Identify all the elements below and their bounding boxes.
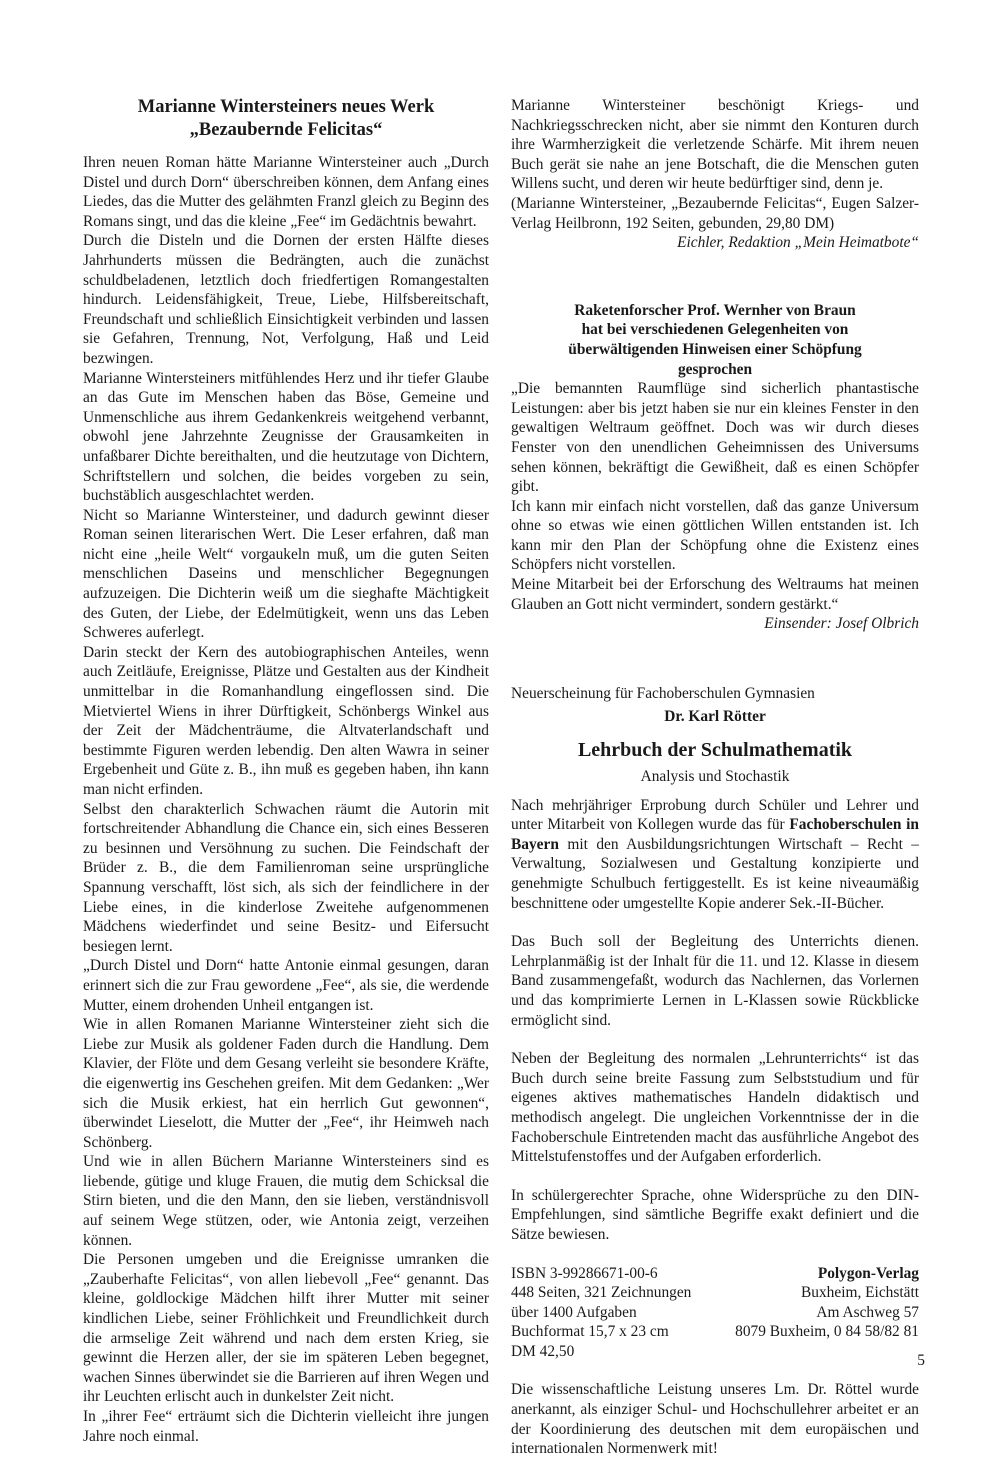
ad-paragraph [511,796,919,914]
publisher-line: Am Aschweg 57 [816,1303,919,1321]
book-detail-line: über 1400 Aufgaben [511,1303,637,1321]
book-detail-line: Buchformat 15,7 x 23 cm [511,1323,669,1341]
article-paragraph: Wie in allen Romanen Marianne Wintersteiner zieht sich die Liebe zur Musik als goldener Faden durch die Handlung. Dem Klavier, der Flöte und dem Gesang verleiht sie besondere Kräfte, die eigenwertig ins Geschehen greifen. Mit dem Gedanken: „Wer sich die Musik erkiest, hat ein herrlich Gut gewonnen“, überwindet Lieselott, die Mutter der „Fee“, ihr Heimweh nach Schönberg. [83,1016,489,1151]
ad-intro: Neuerscheinung für Fachoberschulen Gymnasien [511,684,815,702]
ad-paragraph: Neben der Begleitung des normalen „Lehrunterrichts“ ist das Buch durch seine breite Fassung zum Selbststudium und für eigenes aktives mathematisches Handeln didaktisch und methodisch angelegt. Die ungleichen Vorkenntnisse der in die Fachoberschule Eintretenden macht das ausführliche Angebot des Mittelstufenstoffes und der Aufgaben erforderlich. [511,1050,919,1166]
braun-title-line: gesprochen [677,360,753,378]
closing-paragraph: Die wissenschaftliche Leistung unseres Lm. Dr. Röttel wurde anerkannt, als einziger Schul- und Hochschullehrer arbeitet er an der Koordinierung des deutschen mit dem europäischen und internationalen Normenwerk mit! [511,1381,919,1458]
publisher-line: 8079 Buxheim, 0 84 58/82 81 [735,1323,919,1341]
article-paragraph: Nicht so Marianne Wintersteiner, und dadurch gewinnt dieser Roman seinen literarischen Wert. Die Leser erfahren, daß man nicht eine „heile Welt“ vorgaukeln muß, um die guten Seiten menschlichen Daseins und menschlicher Begegnungen aufzuzeigen. Die Dichterin weiß um die sieghafte Mächtigkeit des Guten, der Liebe, der Edelmütigkeit, wenn uns das Leben Schweres auferlegt. [83,506,489,642]
article-paragraph: Und wie in allen Büchern Marianne Wintersteiners sind es liebende, gütige und kluge Frauen, die mutig dem Schicksal die Stirn bieten, und die den Mann, den sie lieben, verständnisvoll auf seinem Wege stützen, oder, wie Antonia zeigt, verzeihen können. [83,1153,489,1249]
continuation-paragraph: Marianne Wintersteiner beschönigt Kriegs- und Nachkriegsschrecken nicht, aber sie nimmt den Konturen durch ihre Warmherzigkeit die verletzende Schärfe. Mit ihrem neuen Buch gerät sie nahe an jene Botschaft, die die Menschen guten Willens sucht, und deren wir heute bedürftiger sind, denn je. [511,97,919,193]
book-details [511,1264,691,1362]
braun-paragraph: „Die bemannten Raumflüge sind sicherlich phantastische Leistungen: aber bis jetzt haben sie nur ein kleines Fenster in den gewaltigen Weltraum geöffnet. Doch was wir durch dieses Fenster von den unendlichen Geheimnissen des Universums sehen können, bekräftigt die Gewißheit, daß es einen Schöpfer gibt. [511,380,919,496]
braun-title-line: Raketenforscher Prof. Wernher von Braun [574,301,856,319]
ad-paragraph: In schülergerechter Sprache, ohne Widersprüche zu den DIN-Empfehlungen, sind sämtliche Begriffe exakt definiert und die Sätze bewiesen. [511,1186,919,1243]
publisher-line: Buxheim, Eichstätt [801,1284,919,1302]
article-paragraph: Darin steckt der Kern des autobiographischen Anteiles, wenn auch Zeitläufe, Ereignisse, Plätze und Gestalten aus der Kindheit unmittelbar in die Romanhandlung eingeflossen sind. Die Mietviertel Wiens in ihrer Dürftigkeit, Schönbergs Winkel aus der Zeit der Mädchenträume, die Altvaterlandschaft und bestimmte Figuren werden lebendig. Den alten Wawra in seiner Ergebenheit und Güte z. B., ihn muß es gegeben haben, ihn kann man nicht erfinden. [83,643,489,798]
article-paragraph: In „ihrer Fee“ erträumt sich die Dichterin vielleicht ihre jungen Jahre noch einmal. [83,1408,489,1445]
braun-paragraph: Ich kann mir einfach nicht vorstellen, daß das ganze Universum ohne so etwas wie einen göttlichen Willen entstanden ist. Ich kann mir den Plan der Schöpfung ohne die Existenz eines Schöpfers nicht vorstellen. [511,497,919,574]
article-paragraph: Ihren neuen Roman hätte Marianne Wintersteiner auch „Durch Distel und durch Dorn“ überschreiben können, dem Anfang eines Liedes, das die Mutter des gelähmten Franzl gleich zu Beginn des Romans singt, und das die kleine „Fee“ im Gedächtnis bewahrt. [83,154,489,230]
article-paragraph: „Durch Distel und Dorn“ hatte Antonie einmal gesungen, daran erinnert sich die zur Frau gewordene „Fee“, als sie, die werdende Mutter, einem drohenden Unheil entgangen ist. [83,957,489,1014]
article-paragraph: Durch die Disteln und die Dornen der ersten Hälfte dieses Jahrhunderts müssen die Bedrängten, auch die zunächst schuldbeladenen, letztlich doch friedfertigen Romangestalten hindurch. Leidensfähigkeit, Treue, Liebe, Hilfsbereitschaft, Freundschaft und schließlich Einsichtigkeit verbinden und lassen sie Gefahren, Trennung, Not, Verfolgung, Haß und Leid bezwingen. [83,232,489,367]
article-paragraph: Die Personen umgeben und die Ereignisse umranken die „Zauberhafte Felicitas“, von allen liebevoll „Fee“ genannt. Das kleine, goldlockige Mädchen hilft ihrer Mutter mit seiner kindlichen Liebe, seiner Fröhlichkeit und Freundlichkeit durch die armselige Zeit während und nach dem ersten Krieg, sie gewinnt die Herzen aller, der sie im späteren Leben begegnet, wachen Sinnes überwindet sie die Barrieren auf ihren Wegen und ihr Leuchten erlischt auch in dunkelster Zeit nicht. [83,1251,489,1406]
article-paragraph: Marianne Wintersteiners mitfühlendes Herz und ihr tiefer Glaube an das Gute im Menschen haben das Böse, Gemeine und Unmenschliche aus ihrem Gedankenkreis weitgehend verbannt, obwohl jene Jahrzehnte Zeugnisse der Grausamkeiten in unfaßbarer Dichte bereithalten, und die heutzutage von Dichtern, Schriftstellern und solchen, die beides vorgeben zu sein, buchstäblich ausgeschlachtet werden. [83,369,489,505]
ad-text: mit den Ausbildungsrichtungen Wirtschaft – Recht – Verwaltung, Sozialwesen und Gestaltung konzipierte und genehmigte Schulbuch fertiggestellt. Es ist keine niveaumäßig beschnittene oder umgestellte Kopie anderer Sek.-II-Bücher. [511,835,919,912]
ad-text: Nach mehrjähriger Erprobung durch Schüler und Lehrer und unter Mitarbeit von Kollegen wurde das für [511,796,919,834]
ad-book-title: Lehrbuch der Schulmathematik [577,739,853,762]
ad-author: Dr. Karl Rötter [664,708,766,726]
article-paragraph: Selbst den charakterlich Schwachen räumt die Autorin mit fortschreitender Abhandlung die Chance ein, sich eines Besseren zu besinnen und Versöhnung zu suchen. Die Feindschaft der Brüder z. B., die dem Familienroman seine ursprüngliche Spannung verschafft, löst sich, als sich der feindlichere in der Liebe eines, in die kinderlose Zweitehe aufgenommenen Mädchens wiederfindet und seine Besitz- und Eifersucht besiegen lernt. [83,800,489,955]
right-column [511,96,919,1459]
article-title-line: „Bezaubernde Felicitas“ [189,120,383,140]
braun-title [511,301,919,379]
left-column [83,96,489,1446]
braun-title-line: überwältigenden Hinweisen einer Schöpfung [568,340,862,358]
book-detail-line: 448 Seiten, 321 Zeichnungen [511,1284,692,1302]
publisher-name: Polygon-Verlag [817,1264,919,1282]
book-info [511,1264,919,1362]
book-detail-line: ISBN 3-99286671-00-6 [511,1264,658,1282]
continuation-byline: Eichler, Redaktion „Mein Heimatbote“ [677,234,919,252]
continuation-paragraph: (Marianne Wintersteiner, „Bezaubernde Felicitas“, Eugen Salzer-Verlag Heilbronn, 192 Seiten, gebunden, 29,80 DM) [511,194,919,232]
ad-paragraph: Das Buch soll der Begleitung des Unterrichts dienen. Lehrplanmäßig ist der Inhalt für die 11. und 12. Klasse in diesem Band zusammengefaßt, wodurch das Nachlernen, das Vorlernen und das komprimierte Lernen in L-Klassen sowie Rückblicke ermöglicht sind. [511,933,919,1029]
braun-title-line: hat bei verschiedenen Gelegenheiten von [581,321,849,339]
book-detail-line: DM 42,50 [511,1342,575,1360]
publisher-info [735,1264,919,1362]
page-number: 5 [917,1352,925,1369]
braun-byline: Einsender: Josef Olbrich [764,615,919,633]
article-title-line: Marianne Wintersteiners neues Werk [137,97,435,117]
ad-book-subtitle: Analysis und Stochastik [640,768,790,786]
article-title [83,96,489,142]
ad-text-bold: Fachoberschulen in Bayern [511,816,919,853]
braun-paragraph: Meine Mitarbeit bei der Erforschung des Weltraums hat meinen Glauben an Gott nicht vermindert, sondern gestärkt.“ [511,576,919,613]
